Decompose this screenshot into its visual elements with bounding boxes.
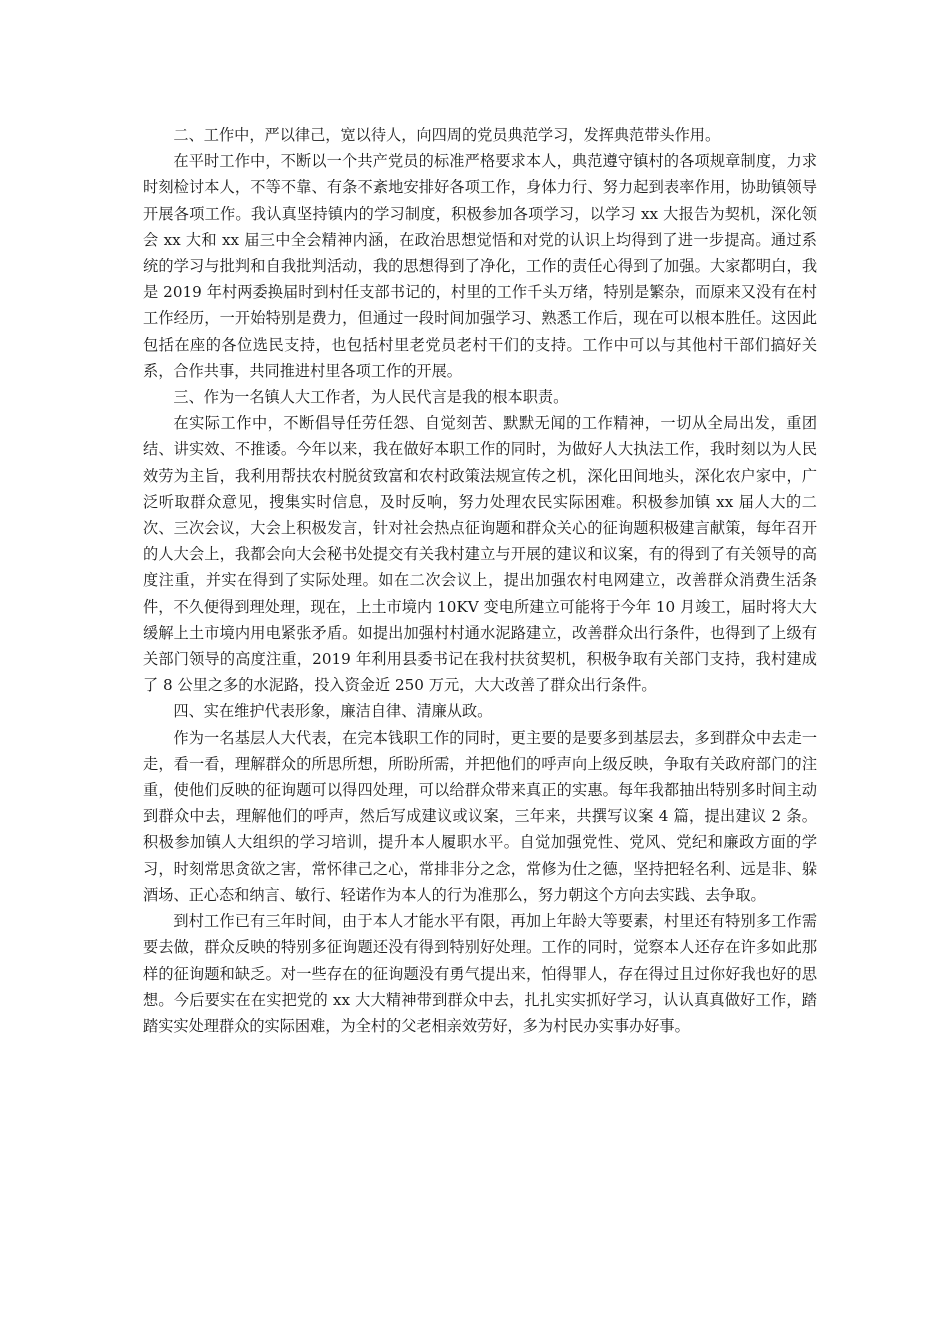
paragraph-representative: 作为一名基层人大代表，在完本钱职工作的同时，更主要的是要多到基层去，多到群众中去走一走，看一看，理解群众的所思所想，所盼所需，并把他们的呼声向上级反映，争取有关政府部门的注重，使他们反映的征询题可以得四处理，可以给群众带来真正的实惠。每年我都抽出特别多时间主动到群众中去，理解他们的呼声，然后写成建议或议案，三年来，共撰写议案 4 篇，提出建议 2 条。积极参加镇人大组织的学习培训，提升本人履职水平。自觉加强党性、党风、党纪和廉政方面的学习，时刻常思贪欲之害，常怀律己之心，常排非分之念，常修为仕之德，坚持把轻名利、远是非、躲酒场、正心态和纳言、敏行、轻诺作为本人的行为准那么，努力朝这个方向去实践、去争取。 bbox=[143, 728, 817, 904]
paragraph-heading-3: 三、作为一名镇人大工作者，为人民代言是我的根本职责。 bbox=[173, 388, 569, 407]
paragraph-heading-2: 二、工作中，严以律己，宽以待人，向四周的党员典范学习，发挥典范带头作用。 bbox=[173, 126, 721, 144]
paragraph-conclusion: 到村工作已有三年时间，由于本人才能水平有限，再加上年龄大等要素，村里还有特别多工作需要去做，群众反映的特别多征询题还没有得到特别好处理。工作的同时，觉察本人还存在许多如此那样的征询题和缺乏。对一些存在的征询题没有勇气提出来，怕得罪人，存在得过且过你好我也好的思想。今后要实在在实把党的 xx 大大精神带到群众中去，扎扎实实抓好学习，认认真真做好工作，踏踏实实处理群众的实际困难，为全村的父老相亲效劳好，多为村民办实事办好事。 bbox=[143, 912, 817, 1035]
document-body bbox=[143, 122, 817, 1039]
paragraph-work-discipline: 在平时工作中，不断以一个共产党员的标准严格要求本人，典范遵守镇村的各项规章制度，力求时刻检讨本人，不等不靠、有条不紊地安排好各项工作，身体力行、努力起到表率作用，协助镇领导开展各项工作。我认真坚持镇内的学习制度，积极参加各项学习，以学习 xx 大报告为契机，深化领会 xx 大和 xx 届三中全会精神内涵，在政治思想觉悟和对党的认识上均得到了进一步提高。通过系统的学习与批判和自我批判活动，我的思想得到了净化，工作的责任心得到了加强。大家都明白，我是 2019 年村两委换届时到村任支部书记的，村里的工作千头万绪，特别是繁杂，而原来又没有在村工作经历，一开始特别是费力，但通过一段时间加强学习、熟悉工作后，现在可以根本胜任。这因此包括在座的各位选民支持，也包括村里老党员老村干们的支持。工作中可以与其他村干部们搞好关系，合作共事，共同推进村里各项工作的开展。 bbox=[143, 152, 817, 380]
paragraph-heading-4: 四、实在维护代表形象，廉洁自律、清廉从政。 bbox=[173, 702, 493, 721]
paragraph-congress-work: 在实际工作中，不断倡导任劳任怨、自觉刻苦、默默无闻的工作精神，一切从全局出发，重团结、讲实效、不推诿。今年以来，我在做好本职工作的同时，为做好人大执法工作，我时刻以为人民效劳为主旨，我利用帮扶农村脱贫致富和农村政策法规宣传之机，深化田间地头，深化农户家中，广泛听取群众意见，搜集实时信息，及时反响，努力处理农民实际困难。积极参加镇 xx 届人大的二次、三次会议，大会上积极发言，针对社会热点征询题和群众关心的征询题积极建言献策，每年召开的人大会上，我都会向大会秘书处提交有关我村建立与开展的建议和议案，有的得到了有关领导的高度注重，并实在得到了实际处理。如在二次会议上，提出加强农村电网建立，改善群众消费生活条件，不久便得到理处理，现在，上土市境内 10KV 变电所建立可能将于今年 10 月竣工，届时将大大缓解上土市境内用电紧张矛盾。如提出加强村村通水泥路建立，改善群众出行条件，也得到了上级有关部门领导的高度注重，2019 年利用县委书记在我村扶贫契机，积极争取有关部门支持，我村建成了 8 公里之多的水泥路，投入资金近 250 万元，大大改善了群众出行条件。 bbox=[143, 414, 817, 695]
